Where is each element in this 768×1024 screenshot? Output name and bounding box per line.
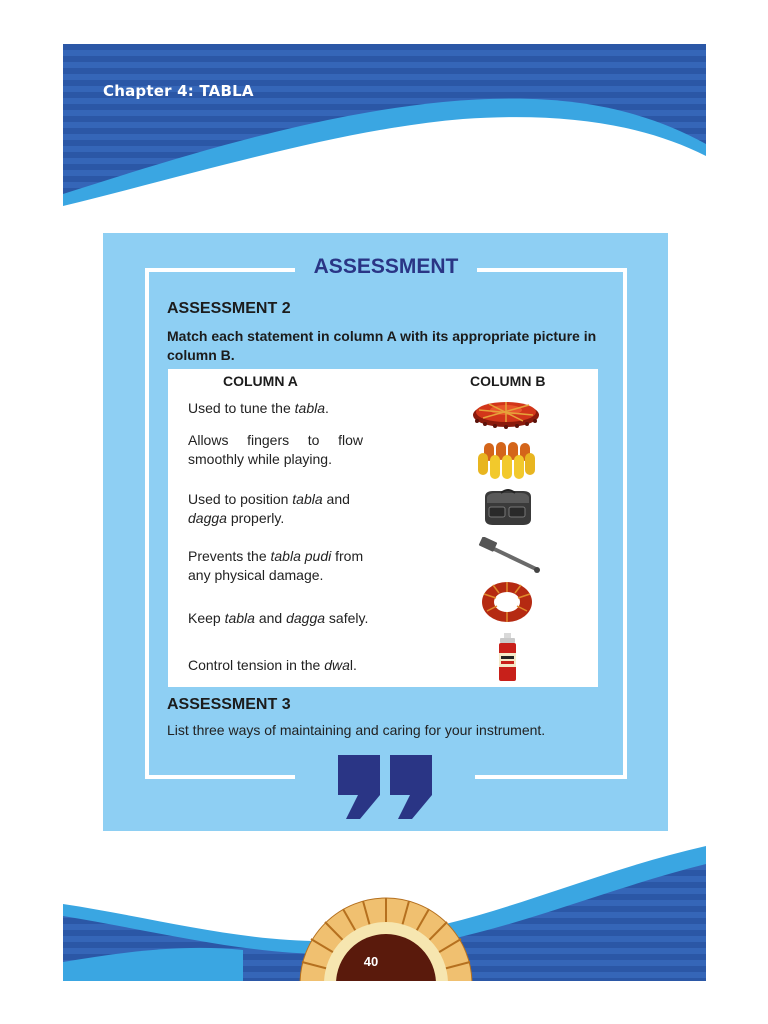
tabla-cushion-ring-picture — [471, 393, 541, 433]
instrument-bag-picture — [479, 487, 535, 529]
statement-6: Control tension in the dwal. — [188, 657, 357, 673]
chapter-title: Chapter 4: TABLA — [103, 82, 254, 100]
column-b-header: COLUMN B — [470, 373, 546, 389]
finger-rolls-picture — [476, 439, 536, 483]
page-number: 40 — [363, 954, 379, 969]
assessment-2-title: ASSESSMENT 2 — [167, 300, 291, 317]
statement-4: Prevents the tabla pudi from any physical damage. — [188, 548, 364, 583]
tuning-hammer-picture — [474, 537, 544, 577]
quote-mark-icon — [336, 755, 436, 821]
statement-2: Allows fingers to flow smoothly while playing. — [188, 432, 363, 467]
assessment-2-instruction: Match each statement in column A with its appropriate picture in column B. — [167, 328, 597, 363]
chapter-header-banner — [63, 44, 706, 219]
frame-bottom-right — [475, 775, 627, 779]
spray-can-picture — [496, 633, 520, 683]
frame-left — [145, 268, 149, 779]
tabla-ring-stand-picture — [479, 579, 535, 625]
assessment-3-title: ASSESSMENT 3 — [167, 696, 291, 713]
column-a-header: COLUMN A — [223, 373, 298, 389]
assessment-heading: ASSESSMENT — [313, 255, 459, 278]
matching-table — [168, 369, 598, 687]
frame-bottom-left — [145, 775, 295, 779]
assessment-3-instruction: List three ways of maintaining and caring for your instrument. — [167, 722, 546, 738]
page — [63, 44, 706, 981]
frame-top-right — [477, 268, 627, 272]
assessment-panel — [103, 233, 668, 831]
statement-3: Used to position tabla and dagga properly. — [188, 491, 350, 526]
statement-5: Keep tabla and dagga safely. — [188, 610, 369, 626]
statement-1: Used to tune the tabla. — [188, 400, 329, 416]
